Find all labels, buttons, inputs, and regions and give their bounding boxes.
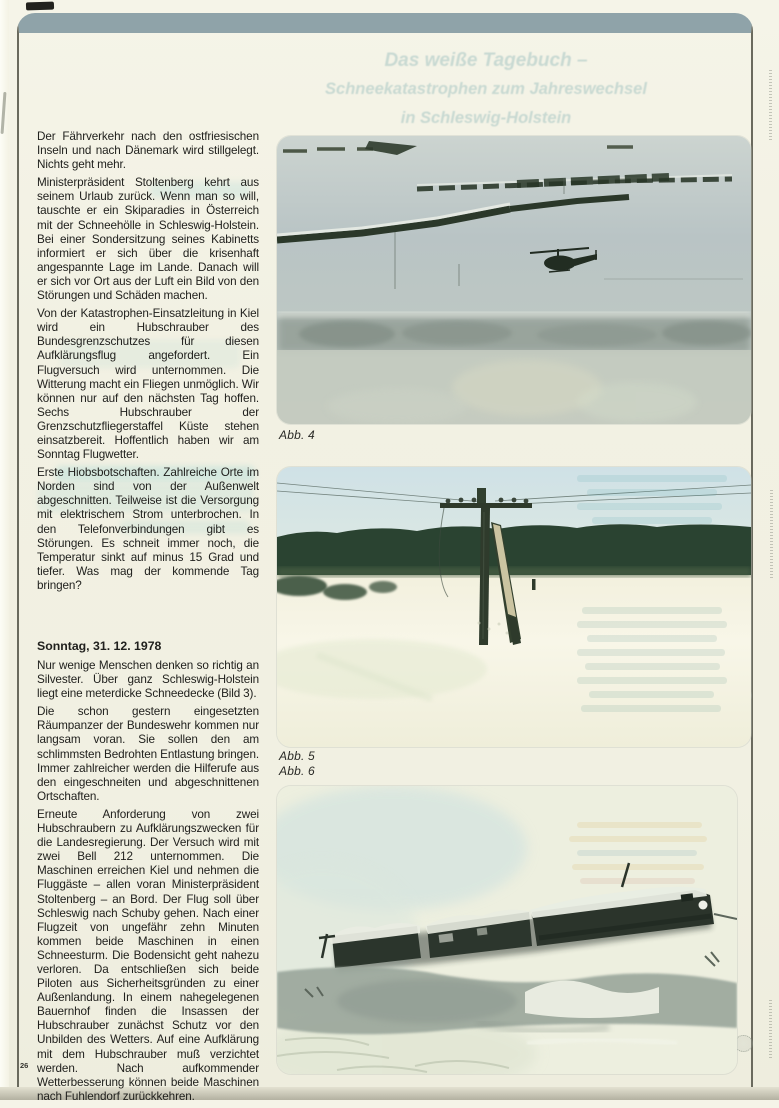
figure-caption: Abb. 6 <box>279 764 315 778</box>
paragraph: Ministerpräsident Stoltenberg kehrt aus seinem Urlaub zurück. Wenn man so will, tauschte er ein Skiparadies in Österreich mit der Schneehölle in Schleswig-Holstein. Bei einer Sondersitzung seines Kabinetts informiert er sich über die krisenhaft angespannte Lage im Lande. Danach will er sich vor Ort aus der Luft ein Bild von den Störungen und Schäden machen. <box>37 176 259 303</box>
figure-caption: Abb. 5 <box>279 749 315 763</box>
paragraph: Der Fährverkehr nach den ostfriesischen Inseln und nach Dänemark wird stillgelegt. Nichts geht mehr. <box>37 130 259 172</box>
photo-aerial-snowscape <box>277 136 751 424</box>
figure-caption: Abb. 4 <box>279 428 315 442</box>
ghost-title-line: in Schleswig-Holstein <box>400 109 572 127</box>
margin-microtext <box>770 490 773 580</box>
paragraph: Erneute Anforderung von zwei Hubschraubern zu Aufklärungszwecken für die Landesregierung. Der Versuch wird mit zwei Bell 212 unternommen. Die Maschinen erreichen Kiel und nehmen die Fluggäste – allen voran Ministerpräsident Stoltenberg – an Bord. Der Flug soll über Schleswig nach Schuby gehen. Nach einer Flugzeit von ungefähr zehn Minuten kommen beide Maschinen in einen Schneesturm. Die Bodensicht geht nahezu verloren. Da entschließen sich beide Piloten aus Sicherheitsgründen zu einer Außenlandung. In einem nahegelegenen Bauernhof finden die Insassen der Hubschrauber zunächst Schutz vor den Unbilden des Wetters. Auf eine Aufklärung mit dem Hubschrauber muß verzichtet werden. Nach aufkommender Wetterbesserung können beide Maschinen nach Fuhlendorf zurückkehren. <box>37 807 259 1103</box>
photo-broken-pole <box>277 467 751 747</box>
photo-broken-pole-art <box>277 467 751 747</box>
ink-mark-top-left <box>26 2 54 11</box>
paragraph: Erste Hiobsbotschaften. Zahlreiche Orte im Norden sind von der Außenwelt abgeschnitten. Teilweise ist die Versorgung mit elektrischem Strom unterbrochen. In den Telefonverbindungen gibt es Störungen. Es schneit immer noch, die Temperatur sinkt auf minus 15 Grad und tiefer. Was mag der kommende Tag bringen? <box>37 466 259 592</box>
scan-left-edge <box>0 0 9 1100</box>
date-heading: Sonntag, 31. 12. 1978 <box>37 639 162 653</box>
photo-train-in-snow-art <box>277 786 737 1074</box>
photo-train-in-snow <box>277 786 737 1074</box>
margin-microtext <box>769 70 772 140</box>
margin-microtext <box>769 1000 772 1060</box>
ghost-verso-title <box>318 46 654 133</box>
paragraph: Von der Katastrophen-Einsatzleitung in Kiel wird ein Hubschrauber des Bundesgrenzschutzes für diesen Aufklärungsflug angefordert. Ein Flugversuch wird unternommen. Die Witterung macht ein Fliegen unmöglich. Wir können nur auf den nächsten Tag hoffen. Sechs Hubschrauber der Grenzschutzfliegerstaffel Küste stehen einsatzbereit. Hoffentlich haben wir am Sonntag Flugwetter. <box>37 307 259 462</box>
ghost-title-line: Das weiße Tagebuch – <box>384 50 588 71</box>
ghost-title-line: Schneekatastrophen zum Jahreswechsel <box>325 80 647 98</box>
photo-aerial-snowscape-art <box>277 136 751 424</box>
paragraph: Nur wenige Menschen denken so richtig an Silvester. Über ganz Schleswig-Holstein liegt eine meterdicke Schneedecke (Bild 3). <box>37 659 259 701</box>
article-text-column <box>37 130 259 1108</box>
paragraph: Die schon gestern eingesetzten Räumpanzer der Bundeswehr kommen nur langsam voran. Sie sollen den am schlimmsten Bedrohten Entlastung bringen. Immer zahlreicher werden die Hilferufe aus den eingeschneiten und abgeschnittenen Ortschaften. <box>37 705 259 803</box>
page-number: 26 <box>20 1061 29 1070</box>
